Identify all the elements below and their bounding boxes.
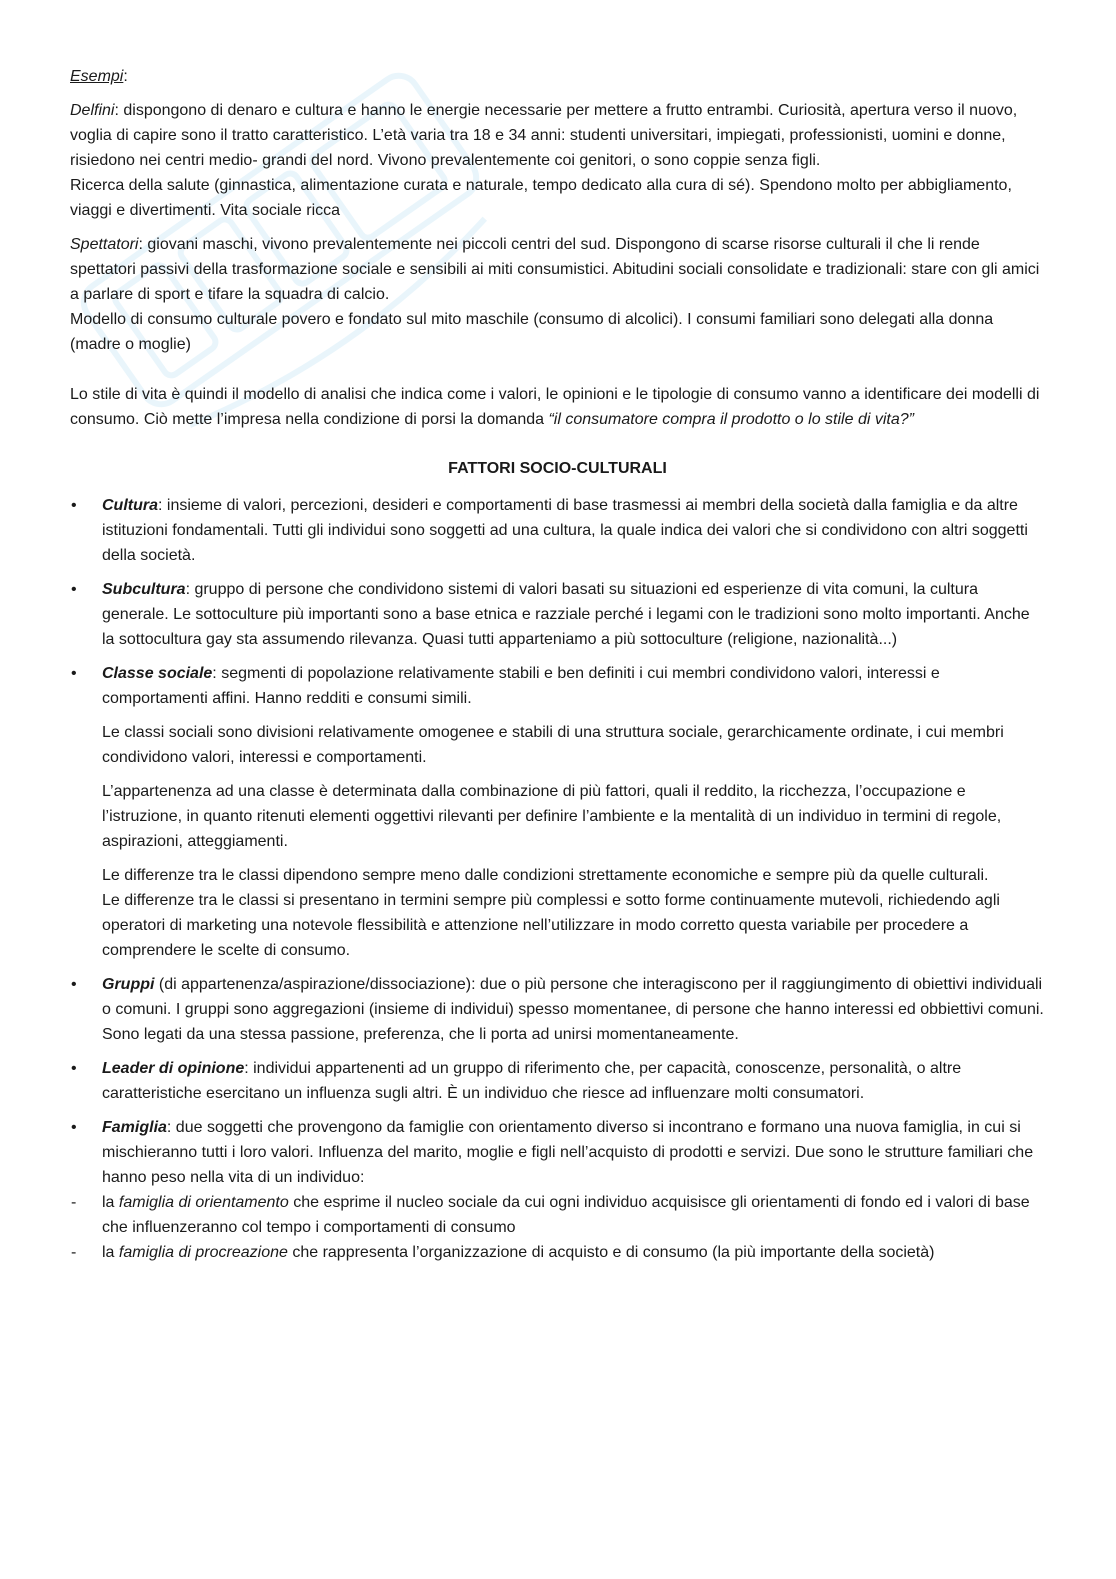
stile-paragraph: Lo stile di vita è quindi il modello di analisi che indica come i valori, le opinioni e le tipologie di consumo vanno a identificare dei modelli di consumo. Ciò mette l’impresa nella condizione di porsi la domanda “il consumatore compra il prodotto o lo stile di vita?”	[70, 386, 1040, 428]
delfini-paragraph: Delfini: dispongono di denaro e cultura e hanno le energie necessarie per mettere a frutto entrambi. Curiosità, apertura verso il nuovo, voglia di capire sono il tratto caratteristico. L’età varia tra 18 e 34 anni: studenti universitari, impiegati, professionisti, uomini e donne, risiedono nei centri medio- grandi del nord. Vivono prevalentemente coi genitori, o sono coppie senza figli.	[70, 102, 1018, 169]
bullet-icon: •	[71, 497, 77, 514]
stile-quote: “il consumatore compra il prodotto o lo stile di vita?”	[548, 411, 914, 428]
factors-list-2	[70, 972, 1045, 1190]
delfini-term: Delfini	[70, 102, 115, 119]
gruppi-term: Gruppi	[102, 976, 155, 993]
cultura-term: Cultura	[102, 497, 158, 514]
leader-term: Leader di opinione	[102, 1060, 245, 1077]
dash-icon: -	[71, 1194, 77, 1211]
document-page	[70, 64, 1045, 1265]
classe-paragraph-5: Le differenze tra le classi si presentano in termini sempre più complessi e sotto forme continuamente mutevoli, richiedendo agli operatori di marketing una notevole flessibilità e attenzione nell’utilizzare in modo corretto questa variabile per procedere a comprendere le scelte di consumo.	[102, 892, 1000, 959]
orientamento-term: famiglia di orientamento	[118, 1194, 289, 1211]
dash-item-procreazione: - la famiglia di procreazione che rappresenta l’organizzazione di acquisto e di consumo (la più importante della società)	[70, 1240, 1045, 1265]
bullet-icon: •	[71, 665, 77, 682]
delfini-paragraph-2: Ricerca della salute (ginnastica, alimentazione curata e naturale, tempo dedicato alla cura di sé). Spendono molto per abbigliamento, viaggi e divertimenti. Vita sociale ricca	[70, 177, 1012, 219]
list-item-classe-sociale: • Classe sociale: segmenti di popolazione relativamente stabili e ben definiti i cui membri condividono valori, interessi e comportamenti affini. Hanno redditi e consumi simili.	[70, 661, 1045, 711]
esempi-heading: Esempi:	[70, 68, 128, 85]
classe-paragraph-3: L’appartenenza ad una classe è determinata dalla combinazione di più fattori, quali il reddito, la ricchezza, l’occupazione e l’istruzione, in quanto ritenuti elementi oggettivi rilevanti per definire l’ambiente e la mentalità di un individuo in termini di regole, aspirazioni, atteggiamenti.	[102, 783, 1002, 850]
list-item-cultura: • Cultura: insieme di valori, percezioni, desideri e comportamenti di base trasmessi ai membri della società dalla famiglia e da altre istituzioni fondamentali. Tutti gli individui sono soggetti ad una cultura, la quale indica dei valori che si condividono con altri soggetti della società.	[70, 493, 1045, 568]
classe-paragraph-4: Le differenze tra le classi dipendono sempre meno dalle condizioni strettamente economiche e sempre più da quelle culturali.	[102, 867, 989, 884]
bullet-icon: •	[71, 581, 77, 598]
bullet-icon: •	[71, 1119, 77, 1136]
bullet-icon: •	[71, 1060, 77, 1077]
list-item-subcultura: • Subcultura: gruppo di persone che condividono sistemi di valori basati su situazioni ed esperienze di vita comuni, la cultura generale. Le sottoculture più importanti sono a base etnica e razziale perché i legami con le tradizioni sono molto importanti. Anche la sottocultura gay sta assumendo rilevanza. Quasi tutti apparteniamo a più sottoculture (religione, nazionalità...)	[70, 577, 1045, 652]
dash-item-orientamento: - la famiglia di orientamento che esprime il nucleo sociale da cui ogni individuo acquisisce gli orientamenti di fondo ed i valori di base che influenzeranno col tempo i comportamenti di consumo	[70, 1190, 1045, 1240]
factors-list	[70, 493, 1045, 711]
bullet-icon: •	[71, 976, 77, 993]
classe-paragraph-2: Le classi sociali sono divisioni relativamente omogenee e stabili di una struttura sociale, gerarchicamente ordinate, i cui membri condividono valori, interessi e comportamenti.	[102, 724, 1004, 766]
list-item-gruppi: • Gruppi (di appartenenza/aspirazione/dissociazione): due o più persone che interagiscono per il raggiungimento di obiettivi individuali o comuni. I gruppi sono aggregazioni (insieme di individui) spesso momentanee, di persone che hanno interessi ed obbiettivi comuni. Sono legati da una stessa passione, preferenza, che li porta ad unirsi momentaneamente.	[70, 972, 1045, 1047]
spettatori-term: Spettatori	[70, 236, 139, 253]
list-item-famiglia: • Famiglia: due soggetti che provengono da famiglie con orientamento diverso si incontrano e formano una nuova famiglia, in cui si mischieranno tutti i loro valori. Influenza del marito, moglie e figli nell’acquisto di prodotti e servizi. Due sono le strutture familiari che hanno peso nella vita di un individuo:	[70, 1115, 1045, 1190]
list-item-leader: • Leader di opinione: individui appartenenti ad un gruppo di riferimento che, per capacità, conoscenze, personalità, o altre caratteristiche esercitano un influenza sugli altri. È un individuo che riesce ad influenzare molti consumatori.	[70, 1056, 1045, 1106]
classe-term: Classe sociale	[102, 665, 213, 682]
famiglia-term: Famiglia	[102, 1119, 167, 1136]
spettatori-paragraph: Spettatori: giovani maschi, vivono prevalentemente nei piccoli centri del sud. Dispongono di scarse risorse culturali il che li rende spettatori passivi della trasformazione sociale e sensibili ai miti consumistici. Abitudini sociali consolidate e tradizionali: stare con gli amici a parlare di sport e tifare la squadra di calcio.	[70, 236, 1040, 303]
procreazione-term: famiglia di procreazione	[118, 1244, 288, 1261]
dash-icon: -	[71, 1244, 77, 1261]
famiglia-dash-list	[70, 1190, 1045, 1265]
section-title: FATTORI SOCIO-CULTURALI	[448, 460, 667, 477]
spettatori-paragraph-2: Modello di consumo culturale povero e fondato sul mito maschile (consumo di alcolici). I consumi familiari sono delegati alla donna (madre o moglie)	[70, 311, 994, 353]
subcultura-term: Subcultura	[102, 581, 186, 598]
